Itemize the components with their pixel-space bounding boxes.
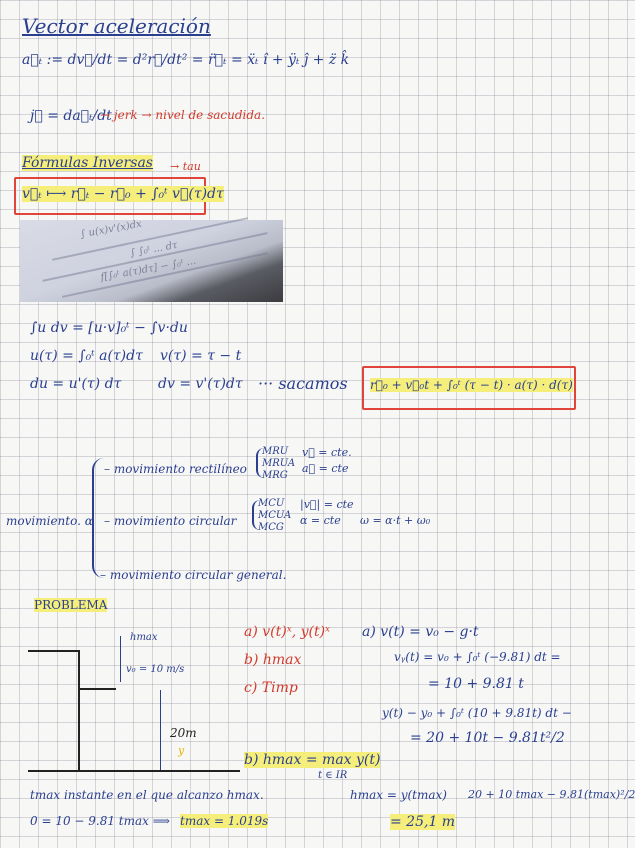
cond-alpha-cte: α = cte — [300, 514, 341, 527]
type-mru: MRU — [262, 446, 289, 457]
hmax-result: = 25,1 m — [390, 814, 456, 830]
launch-ledge — [80, 688, 116, 690]
ground-line — [28, 770, 240, 772]
rectilineo-label: – movimiento rectilíneo — [104, 462, 247, 476]
answer-b — [244, 752, 380, 768]
type-mrua: MRUA — [262, 458, 296, 469]
movimiento-brace — [92, 458, 104, 578]
boxed-formula: v⃗ₜ ⟼ r⃗ₜ − r⃗₀ + ∫₀ᵗ v⃗(τ)dτ — [22, 186, 224, 202]
integration-by-parts: ∫u dv = [u·v]₀ᵗ − ∫v·du — [30, 320, 188, 336]
omega-equation: ω = α·t + ω₀ — [360, 514, 431, 527]
tmax-result: tmax = 1.019s — [180, 814, 269, 828]
height-label: 20m — [170, 726, 197, 740]
v0-label: v₀ = 10 m/s — [126, 664, 185, 675]
answer-b-text: b) hmax = max y(t) — [244, 752, 381, 768]
movimiento-label: movimiento. α — [6, 514, 93, 528]
photo-text-1: ∫ u(x)v'(x)dx — [79, 218, 143, 241]
type-mcg: MCG — [258, 522, 284, 533]
acceleration-definition: a⃗ₜ := dv⃗/dt = d²r⃗/dt² = r̈⃗ₜ = ẍₜ î + ÿₜ ĵ + z̈ k̂ — [22, 52, 350, 68]
tmax-description: tmax instante en el que alcanzo hmax. — [30, 788, 264, 802]
photo-text-2: ∫ ∫₀ᵗ ... dτ — [129, 239, 179, 260]
problema-title: PROBLEMA — [34, 598, 108, 612]
answer-a-line5: = 20 + 10t − 9.81t²/2 — [410, 730, 565, 746]
question-b: b) hmax — [244, 652, 302, 668]
answer-a-line4: y(t) − y₀ + ∫₀ᵗ (10 + 9.81t) dt − — [382, 706, 572, 720]
jerk-definition: j⃗ = da⃗ₜ/dt — [30, 108, 112, 124]
du-definition: du = u'(τ) dτ — [30, 376, 122, 392]
building-top — [28, 650, 80, 652]
type-mrg: MRG — [262, 470, 288, 481]
v-definition: v(τ) = τ − t — [160, 348, 242, 364]
tmax-equation: 0 = 10 − 9.81 tmax ⟹ — [30, 814, 170, 828]
type-mcu: MCU — [258, 498, 285, 509]
section-title-formulas: Fórmulas Inversas — [22, 155, 153, 171]
axis-label: y — [178, 744, 185, 757]
hmax-equation: hmax = y(tmax) — [350, 788, 447, 802]
type-mcua: MCUA — [258, 510, 292, 521]
hmax-expression: 20 + 10 tmax − 9.81(tmax)²/2 — [468, 788, 635, 801]
hmax-label: hmax — [130, 632, 158, 643]
cond-modv-cte: |v⃗| = cte — [300, 498, 354, 511]
question-c: c) Timp — [244, 680, 298, 696]
circular-label: – movimiento circular — [104, 514, 237, 528]
cond-v-cte: v⃗ = cte. — [302, 446, 352, 459]
tau-note: → tau — [170, 160, 201, 173]
u-definition: u(τ) = ∫₀ᵗ a(τ)dτ — [30, 348, 143, 364]
answer-a-line3: = 10 + 9.81 t — [428, 676, 524, 692]
dv-definition: dv = v'(τ)dτ — [158, 376, 243, 392]
sacamos-label: ··· sacamos — [258, 374, 348, 393]
building-wall — [78, 650, 80, 772]
photo-text-3: f[∫₀ᵗ a(τ)dτ] − ∫₀ᵗ ... — [99, 255, 197, 284]
answer-a-line1: a) v(t) = v₀ − g·t — [362, 624, 479, 640]
launch-arrow — [120, 636, 121, 682]
result-formula: r⃗₀ + v⃗₀t + ∫₀ᵗ (τ − t) · a(τ) · d(τ) — [370, 378, 573, 392]
answer-b-domain: t ∈ IR — [318, 770, 348, 781]
blackboard-photo — [20, 220, 283, 302]
question-a: a) v(t)ˣ, y(t)ˣ — [244, 624, 331, 640]
jerk-note: → jerk → nivel de sacudida. — [100, 108, 266, 122]
height-line — [160, 690, 161, 770]
cond-a-cte: a⃗ = cte — [302, 462, 349, 475]
page-title: Vector aceleración — [22, 14, 211, 38]
circular-general-label: – movimiento circular general. — [100, 568, 287, 582]
answer-a-line2: vᵧ(t) = v₀ + ∫₀ᵗ (−9.81) dt = — [394, 650, 561, 664]
